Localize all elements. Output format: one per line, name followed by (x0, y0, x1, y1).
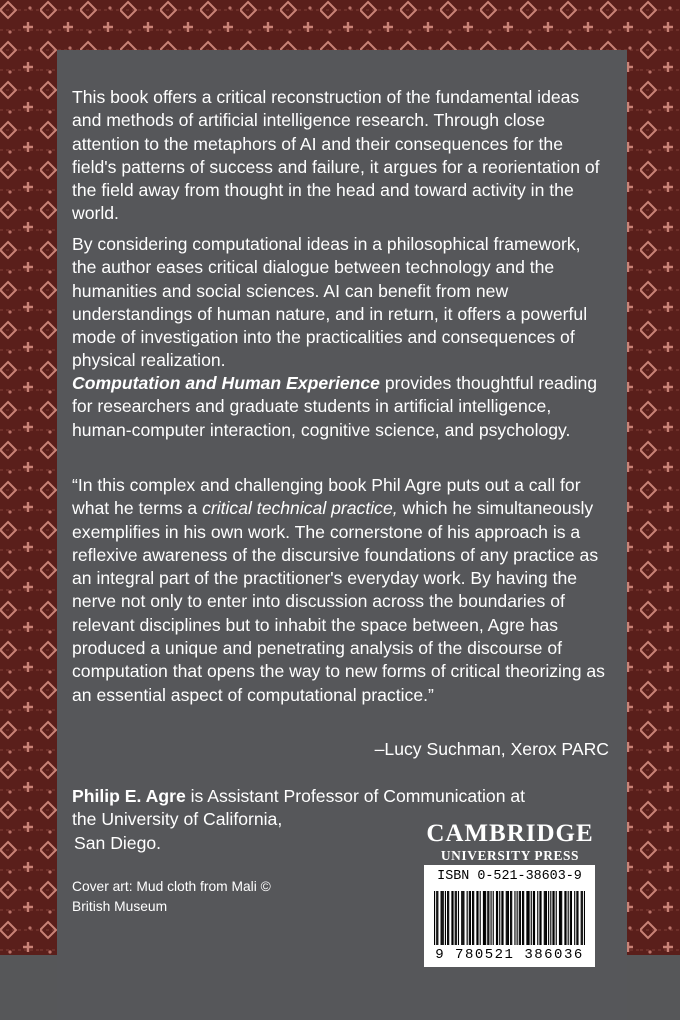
barcode-bar (526, 891, 527, 945)
barcode-bar (470, 891, 471, 945)
cover-art-credit: Cover art: Mud cloth from Mali © British Museum (72, 879, 271, 914)
barcode-bar (447, 891, 448, 945)
publisher-name: CAMBRIDGE (426, 820, 594, 847)
description-paragraph-2: By considering computational ideas in a philosophical framework, the author eases critical dialogue between technology and the humanities and social sciences. AI can benefit from new understandings of human nature, and in return, it offers a powerful mode of investigation into the practicalities and consequences of physical realization. (72, 234, 588, 371)
barcode-bar (462, 891, 463, 945)
barcode-bar (577, 891, 578, 945)
barcode-bar (539, 891, 540, 945)
barcode-bar (477, 891, 478, 945)
barcode-bar (527, 891, 528, 945)
description-paragraph-3: Computation and Human Experience provides thoughtful reading for researchers and graduate students in artificial intelligence, human-computer interaction, cognitive science, and psychology. (72, 373, 598, 440)
publisher-logo (412, 820, 608, 864)
barcode-bar (582, 891, 583, 945)
barcode-bar (463, 891, 464, 945)
barcode-bar (560, 891, 561, 945)
barcode-bar (554, 891, 555, 945)
barcode-bar (523, 891, 524, 945)
isbn-barcode-box (424, 865, 595, 967)
barcode-bar (529, 891, 530, 945)
barcode-bar (576, 891, 577, 945)
description-paragraph-1: This book offers a critical reconstruction of the fundamental ideas and methods of artificial intelligence research. Through close attention to the metaphors of AI and their consequences for the field's patterns of success and failure, it argues for a reorientation of the field away from thought in the head and toward activity in the world. (72, 87, 600, 224)
barcode-bar (443, 891, 444, 945)
barcode-bar (556, 891, 557, 945)
barcode-bar (511, 891, 512, 945)
barcode-bar (487, 891, 488, 945)
barcode-bar (467, 891, 468, 945)
barcode-bar (452, 891, 453, 945)
barcode-bar (506, 891, 507, 945)
barcode-bar (533, 891, 534, 945)
barcode-bar (451, 891, 452, 945)
barcode-bar (455, 891, 456, 945)
barcode-bar (548, 891, 549, 945)
barcode-bar (499, 891, 500, 945)
barcode-bar (490, 891, 491, 945)
barcode-bar (458, 891, 459, 945)
barcode-bar (480, 891, 481, 945)
barcode-bar (476, 891, 477, 945)
barcode-bar (565, 891, 566, 945)
barcode-bar (508, 891, 509, 945)
barcode-bar (545, 891, 546, 945)
barcode (434, 891, 585, 945)
barcode-bar (550, 891, 551, 945)
isbn-label: ISBN 0-521-38603-9 (437, 869, 582, 884)
barcode-bar (571, 891, 572, 945)
barcode-bar (502, 891, 503, 945)
barcode-bar (531, 891, 532, 945)
barcode-bar (510, 891, 511, 945)
barcode-bar (448, 891, 449, 945)
barcode-bar (517, 891, 518, 945)
barcode-bar (445, 891, 446, 945)
barcode-bar (484, 891, 485, 945)
barcode-bar (442, 891, 443, 945)
publisher-subtitle: UNIVERSITY PRESS (440, 848, 580, 863)
barcode-bar (564, 891, 565, 945)
barcode-bar (537, 891, 538, 945)
book-title: Computation and Human Experience (72, 373, 380, 393)
barcode-bar (473, 891, 474, 945)
ean-number: 9 780521 386036 (435, 947, 584, 963)
barcode-bar (472, 891, 473, 945)
barcode-bar (493, 891, 494, 945)
barcode-bar (501, 891, 502, 945)
barcode-bar (483, 891, 484, 945)
endorsement-quote: “In this complex and challenging book Phil Agre puts out a call for what he terms a critical technical practice, which he simultaneously exemplifies in his own work. The cornerstone of his approach is a reflexive awareness of the discursive foundations of any practice as an integral part of the practitioner's everyday work. By having the nerve not only to enter into discussion across the boundaries of relevant disciplines but to inhabit the space between, Agre has produced a unique and penetrating analysis of the discourse of computation that opens the way to new forms of critical theorizing as an essential aspect of computational practice.” (72, 475, 605, 705)
barcode-bar (559, 891, 560, 945)
barcode-bar (497, 891, 498, 945)
barcode-bar (520, 891, 521, 945)
barcode-bar (568, 891, 569, 945)
barcode-bar (436, 891, 437, 945)
barcode-bar (546, 891, 547, 945)
barcode-bar (461, 891, 462, 945)
barcode-bar (544, 891, 545, 945)
barcode-bar (434, 891, 435, 945)
barcode-bar (534, 891, 535, 945)
barcode-bar (437, 891, 438, 945)
barcode-bar (496, 891, 497, 945)
barcode-bar (561, 891, 562, 945)
barcode-bar (456, 891, 457, 945)
barcode-bar (574, 891, 575, 945)
quote-attribution: –Lucy Suchman, Xerox PARC (374, 739, 609, 759)
barcode-bar (581, 891, 582, 945)
author-name: Philip E. Agre (72, 786, 186, 806)
barcode-bar (507, 891, 508, 945)
barcode-bar (485, 891, 486, 945)
barcode-bar (540, 891, 541, 945)
barcode-bar (519, 891, 520, 945)
barcode-bar (488, 891, 489, 945)
barcode-bar (469, 891, 470, 945)
barcode-bar (584, 891, 585, 945)
quote-term: critical technical practice, (202, 498, 398, 519)
barcode-bar (552, 891, 553, 945)
barcode-bar (441, 891, 442, 945)
barcode-bar (522, 891, 523, 945)
barcode-bar (514, 891, 515, 945)
barcode-bar (570, 891, 571, 945)
author-bio: Philip E. Agre is Assistant Professor of Communication at the University of California, San Diego. (72, 786, 526, 853)
